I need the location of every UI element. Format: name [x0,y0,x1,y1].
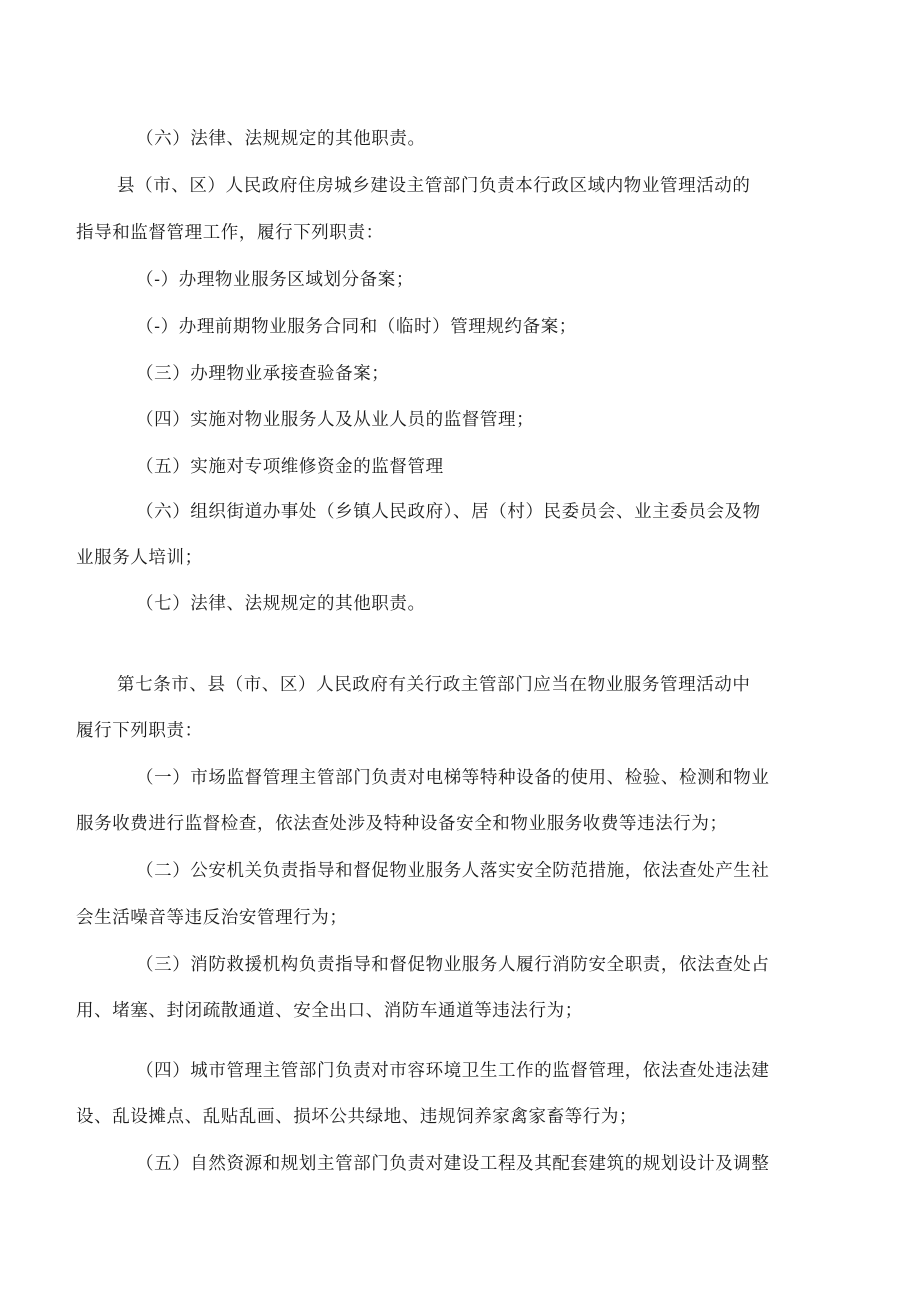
text-line: 履行下列职责： [76,721,203,741]
article-seven-heading: 第七条市、县（市、区）人民政府有关行政主管部门应当在物业服务管理活动中 [117,675,751,695]
list-item: （一）市场监督管理主管部门负责对电梯等特种设备的使用、检验、检测和物业 [136,768,770,788]
text-line: 指导和监督管理工作，履行下列职责： [76,223,384,243]
text-line: 服务收费进行监督检查，依法查处涉及特种设备安全和物业服务收费等违法行为； [76,814,728,834]
list-item: （五）实施对专项维修资金的监督管理 [136,457,444,477]
text-line: 业服务人培训； [76,548,203,568]
paragraph-county-duties: 县（市、区）人民政府住房城乡建设主管部门负责本行政区域内物业管理活动的 [117,176,751,196]
text-line: 会生活噪音等违反治安管理行为； [76,908,348,928]
text-line: （六）法律、法规规定的其他职责。 [136,129,426,149]
text-line: 用、堵塞、封闭疏散通道、安全出口、消防车通道等违法行为； [76,1001,583,1021]
list-item: （三）消防救援机构负责指导和督促物业服务人履行消防安全职责，依法查处占 [136,955,770,975]
list-item: （-）办理物业服务区域划分备案； [136,270,415,290]
list-item: （四）城市管理主管部门负责对市容环境卫生工作的监督管理，依法查处违法建 [136,1061,770,1081]
text-line: 设、乱设摊点、乱贴乱画、损坏公共绿地、违规饲养家禽家畜等行为； [76,1107,638,1127]
list-item: （五）自然资源和规划主管部门负责对建设工程及其配套建筑的规划设计及调整 [136,1154,770,1174]
list-item: （三）办理物业承接查验备案； [136,364,390,384]
list-item: （二）公安机关负责指导和督促物业服务人落实安全防范措施，依法查处产生社 [136,861,770,881]
list-item: （四）实施对物业服务人及从业人员的监督管理； [136,410,535,430]
list-item: （六）组织街道办事处（乡镇人民政府）、居（村）民委员会、业主委员会及物 [136,502,761,522]
list-item: （-）办理前期物业服务合同和（临时）管理规约备案； [136,317,577,337]
list-item: （七）法律、法规规定的其他职责。 [136,594,426,614]
